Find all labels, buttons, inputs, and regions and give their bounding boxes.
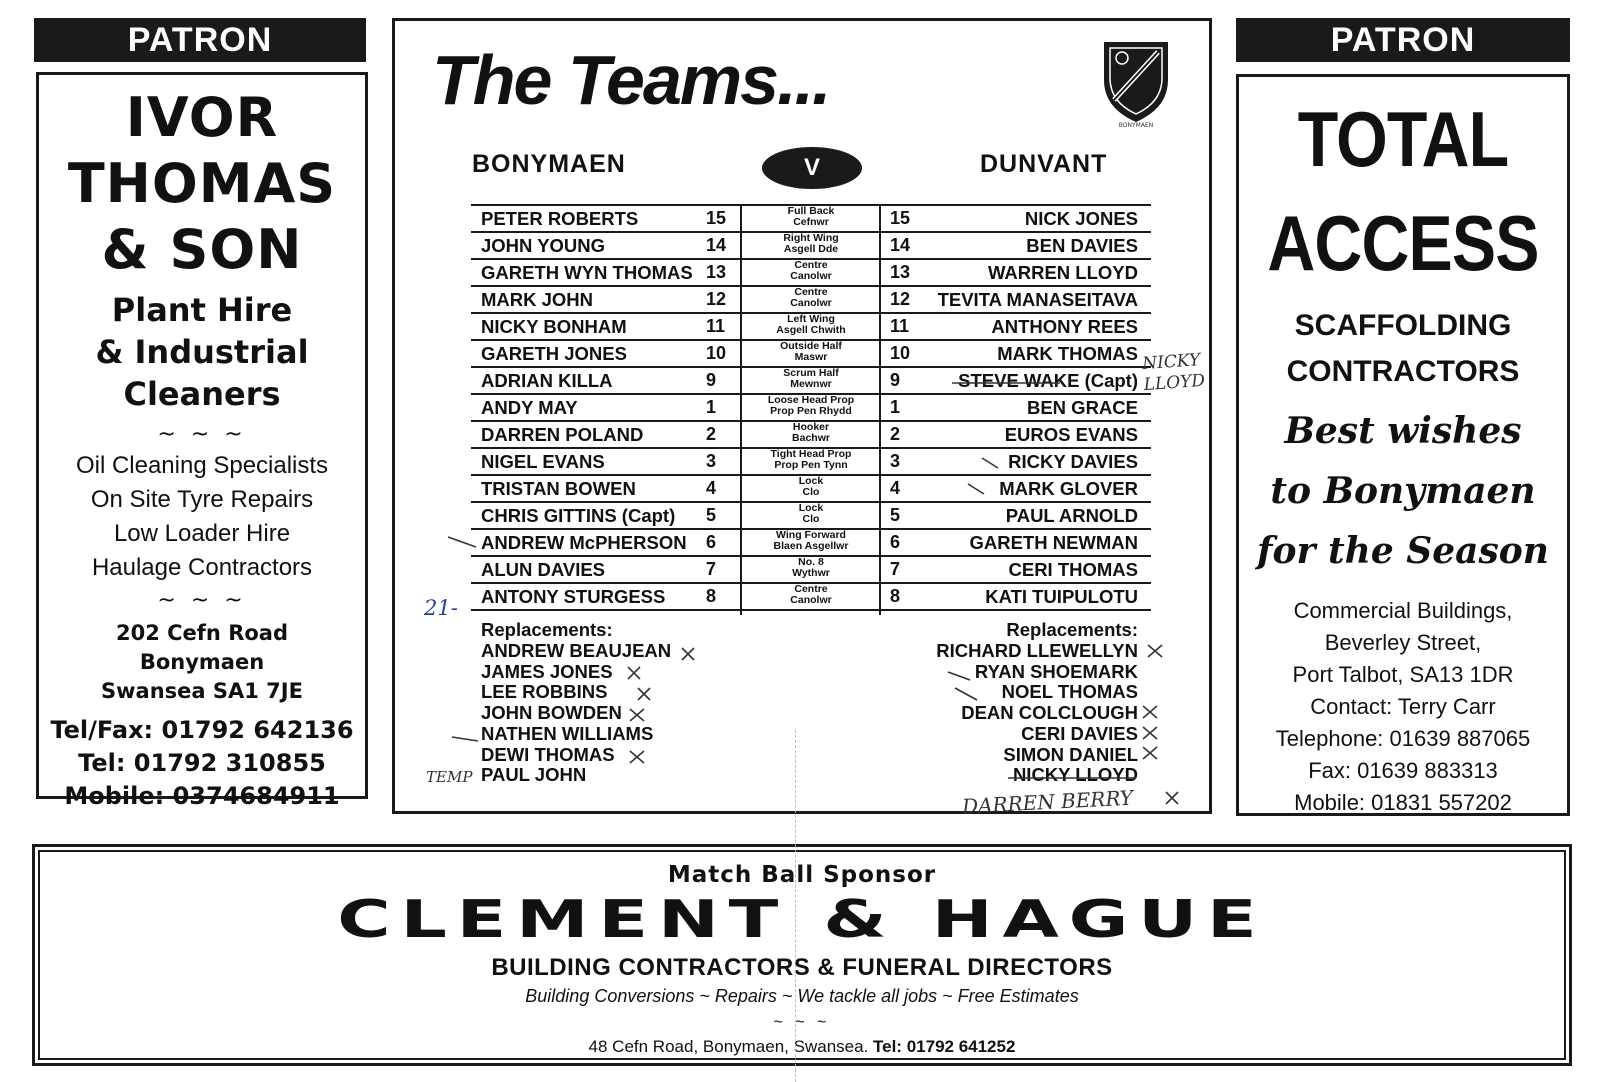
ad-sub-line-2: & Industrial (95, 333, 309, 371)
home-player-name: NICKY BONHAM (481, 316, 627, 337)
right-patron-bar (1236, 18, 1570, 62)
position-welsh: Mewnwr (790, 378, 832, 390)
away-player-name: MARK GLOVER (999, 478, 1138, 499)
cross-mark (1143, 727, 1157, 739)
away-replacement: DEAN COLCLOUGH (961, 702, 1138, 724)
contact-line: Commercial Buildings, (1293, 598, 1513, 623)
home-player-number: 13 (706, 262, 727, 282)
handwritten-temp-note: TEMP (426, 768, 473, 786)
home-player-number: 10 (706, 343, 727, 363)
away-player-name: TEVITA MANASEITAVA (937, 289, 1138, 310)
sponsor-address: 48 Cefn Road, Bonymaen, Swansea. (588, 1037, 869, 1056)
position-english: Right Wing (783, 232, 839, 244)
home-player-number: 1 (706, 397, 717, 417)
service-line: Haulage Contractors (91, 554, 313, 581)
ad-sub-line-2: CONTRACTORS (1286, 355, 1520, 388)
home-player-number: 8 (706, 586, 717, 606)
home-player-name: NIGEL EVANS (481, 451, 605, 472)
cross-mark (638, 688, 650, 700)
position-welsh: Maswr (794, 351, 828, 363)
position-english: Scrum Half (783, 367, 839, 379)
contact-line: Contact: Terry Carr (1310, 694, 1496, 719)
home-replacement: JAMES JONES (481, 660, 613, 682)
position-welsh: Prop Pen Tynn (774, 459, 848, 471)
away-player-number: 10 (890, 343, 911, 363)
ad-sub-line-1: Plant Hire (111, 291, 293, 329)
away-player-name: BEN DAVIES (1026, 235, 1138, 256)
separator: ~ ~ ~ (157, 422, 247, 447)
sponsor-name: CLEMENT & HAGUE (337, 890, 1267, 950)
away-replacements-label: Replacements: (1006, 619, 1138, 640)
position-english: Full Back (787, 205, 835, 217)
home-replacement: PAUL JOHN (481, 764, 587, 786)
versus-label: V (803, 154, 820, 181)
home-player-name: ANDREW McPHERSON (481, 532, 687, 553)
handwritten-line: NICKY (1141, 350, 1201, 375)
service-line: Oil Cleaning Specialists (75, 452, 329, 479)
home-player-number: 2 (706, 424, 717, 444)
right-patron-label: PATRON (1330, 20, 1476, 59)
position-welsh: Bachwr (792, 432, 830, 444)
home-player-number: 4 (706, 478, 717, 498)
ad-sub-line-1: SCAFFOLDING (1294, 309, 1512, 342)
position-english: Lock (798, 502, 824, 514)
phone-line: Mobile: 0374684911 (64, 782, 340, 810)
away-player-number: 6 (890, 532, 901, 552)
home-player-number: 6 (706, 532, 717, 552)
away-replacement: RICHARD LLEWELLYN (936, 640, 1138, 661)
tick-mark (982, 458, 998, 468)
away-player-name: GARETH NEWMAN (969, 532, 1138, 553)
home-player-name: TRISTAN BOWEN (481, 478, 636, 499)
position-english: Lock (798, 475, 824, 487)
away-player-number: 12 (890, 289, 911, 309)
position-english: Centre (794, 286, 828, 298)
home-player-name: MARK JOHN (481, 289, 594, 310)
home-replacement: JOHN BOWDEN (481, 702, 622, 724)
away-player-name: EUROS EVANS (1004, 424, 1138, 445)
away-player-number: 15 (890, 208, 911, 228)
away-player-number: 14 (890, 235, 911, 255)
away-replacement: RYAN SHOEMARK (974, 660, 1138, 682)
away-player-name: PAUL ARNOLD (1005, 505, 1138, 526)
handwritten-darren-note: DARREN BERRY (961, 785, 1134, 819)
home-replacement: LEE ROBBINS (481, 681, 608, 703)
address-line: Swansea SA1 7JE (101, 679, 303, 703)
home-player-name: ALUN DAVIES (481, 559, 606, 580)
ad-name-line-1: IVOR (125, 86, 279, 149)
cross-mark (1166, 792, 1178, 804)
position-english: Wing Forward (776, 529, 846, 541)
position-welsh: Asgell Dde (783, 243, 839, 255)
away-player-name: RICKY DAVIES (1008, 451, 1138, 472)
position-english: No. 8 (798, 556, 824, 568)
home-player-name: ADRIAN KILLA (481, 370, 613, 391)
home-replacements-label: Replacements: (481, 619, 613, 640)
crest-text: BONYMAEN (1118, 122, 1154, 129)
away-player-number: 13 (890, 262, 911, 282)
address-line: Bonymaen (139, 650, 265, 674)
ad-name-line-2: THOMAS (67, 152, 337, 215)
sponsor-address-line (40, 1037, 1564, 1057)
away-player-number: 4 (890, 478, 901, 498)
position-welsh: Clo (802, 486, 820, 498)
position-english: Centre (794, 259, 828, 271)
away-player-name: STEVE WAKE (Capt) (958, 370, 1138, 391)
cross-mark (630, 709, 644, 721)
position-welsh: Clo (802, 513, 820, 525)
away-player-name: ANTHONY REES (991, 316, 1138, 337)
position-english: Hooker (792, 421, 830, 433)
total-access-ad (1236, 74, 1570, 816)
tick-mark (968, 484, 984, 494)
away-player-name: CERI THOMAS (1008, 559, 1138, 580)
handwritten-line: LLOYD (1143, 370, 1206, 396)
home-player-number: 12 (706, 289, 727, 309)
contact-line: Mobile: 01831 557202 (1294, 790, 1512, 815)
position-welsh: Canolwr (790, 270, 832, 282)
left-patron-label: PATRON (127, 20, 273, 59)
home-player-name: ANDY MAY (481, 397, 578, 418)
away-replacement: CERI DAVIES (1021, 722, 1138, 744)
ad-name-line-2: ACCESS (1267, 199, 1539, 287)
script-line: to Bonymaen (1270, 470, 1536, 512)
phone-line: Tel: 01792 310855 (78, 749, 326, 777)
position-welsh: Prop Pen Rhydd (770, 405, 852, 417)
home-player-name: JOHN YOUNG (481, 235, 606, 256)
home-replacement: ANDREW BEAUJEAN (481, 640, 672, 661)
script-line: for the Season (1257, 530, 1549, 572)
cross-mark (630, 751, 644, 763)
position-english: Outside Half (780, 340, 842, 352)
contact-line: Beverley Street, (1324, 630, 1482, 655)
tick-mark (452, 737, 478, 741)
teams-title: The Teams... (432, 41, 830, 119)
away-player-name: WARREN LLOYD (987, 262, 1138, 283)
tick-mark (448, 537, 476, 547)
away-team-name: DUNVANT (980, 150, 1108, 178)
home-player-number: 15 (706, 208, 727, 228)
home-player-number: 14 (706, 235, 727, 255)
away-player-number: 5 (890, 505, 901, 525)
sponsor-tagline: BUILDING CONTRACTORS & FUNERAL DIRECTORS (491, 954, 1113, 981)
position-welsh: Asgell Chwith (776, 324, 846, 336)
phone-line: Tel/Fax: 01792 642136 (50, 716, 354, 744)
home-replacement: NATHEN WILLIAMS (481, 722, 654, 744)
cross-mark (628, 667, 640, 679)
cross-mark (1143, 747, 1157, 759)
home-player-number: 11 (706, 316, 726, 336)
home-player-name: GARETH JONES (481, 343, 627, 364)
home-player-name: ANTONY STURGESS (481, 586, 666, 607)
sponsor-phone: Tel: 01792 641252 (873, 1037, 1016, 1056)
contact-line: Fax: 01639 883313 (1308, 758, 1498, 783)
away-player-number: 8 (890, 586, 901, 606)
away-player-name: KATI TUIPULOTU (985, 586, 1138, 607)
separator: ~ ~ ~ (157, 588, 247, 613)
cross-mark (682, 648, 694, 660)
away-player-number: 9 (890, 370, 901, 390)
tick-mark (955, 688, 977, 700)
fold-crease (795, 730, 796, 1082)
position-welsh: Cefnwr (793, 216, 829, 228)
home-replacement: DEWI THOMAS (481, 743, 615, 765)
handwritten-score-note: 21- (424, 596, 458, 620)
away-replacement: SIMON DANIEL (1003, 743, 1138, 765)
away-player-name: MARK THOMAS (997, 343, 1138, 364)
ad-name-line-1: TOTAL (1297, 95, 1509, 183)
away-player-number: 11 (890, 316, 910, 336)
away-player-name: BEN GRACE (1026, 397, 1138, 418)
service-line: Low Loader Hire (113, 520, 291, 547)
position-welsh: Canolwr (790, 594, 832, 606)
away-replacement: NOEL THOMAS (1001, 681, 1138, 703)
away-player-number: 7 (890, 559, 901, 579)
home-team-name: BONYMAEN (472, 150, 626, 178)
cross-mark (1143, 706, 1157, 718)
position-english: Loose Head Prop (767, 394, 855, 406)
home-player-number: 7 (706, 559, 717, 579)
ad-sub-line-3: Cleaners (123, 375, 281, 413)
home-player-name: DARREN POLAND (481, 424, 644, 445)
away-player-number: 1 (890, 397, 901, 417)
home-player-number: 3 (706, 451, 717, 471)
position-welsh: Wythwr (792, 567, 830, 579)
home-player-name: PETER ROBERTS (481, 208, 639, 229)
contact-line: Port Talbot, SA13 1DR (1292, 662, 1514, 687)
sponsor-ad (38, 850, 1566, 1060)
position-welsh: Canolwr (790, 297, 832, 309)
position-english: Left Wing (787, 313, 835, 325)
address-line: 202 Cefn Road (116, 621, 288, 645)
script-line: Best wishes (1284, 410, 1522, 452)
away-player-number: 2 (890, 424, 901, 444)
position-english: Tight Head Prop (770, 448, 852, 460)
cross-mark (1148, 645, 1162, 657)
away-player-name: NICK JONES (1024, 208, 1138, 229)
position-english: Centre (794, 583, 828, 595)
home-player-number: 5 (706, 505, 717, 525)
sponsor-label: Match Ball Sponsor (667, 862, 937, 888)
contact-line: Telephone: 01639 887065 (1275, 726, 1531, 751)
home-player-name: CHRIS GITTINS (Capt) (481, 505, 676, 526)
ad-name-line-3: & SON (101, 218, 303, 281)
position-welsh: Blaen Asgellwr (773, 540, 849, 552)
tick-mark (948, 672, 970, 680)
sponsor-services: Building Conversions ~ Repairs ~ We tackle all jobs ~ Free Estimates (525, 986, 1079, 1006)
away-player-number: 3 (890, 451, 901, 471)
home-player-number: 9 (706, 370, 717, 390)
service-line: On Site Tyre Repairs (90, 486, 314, 513)
home-player-name: GARETH WYN THOMAS (481, 262, 693, 283)
separator: ~ ~ ~ (773, 1014, 831, 1031)
away-replacement: NICKY LLOYD (1012, 764, 1138, 786)
